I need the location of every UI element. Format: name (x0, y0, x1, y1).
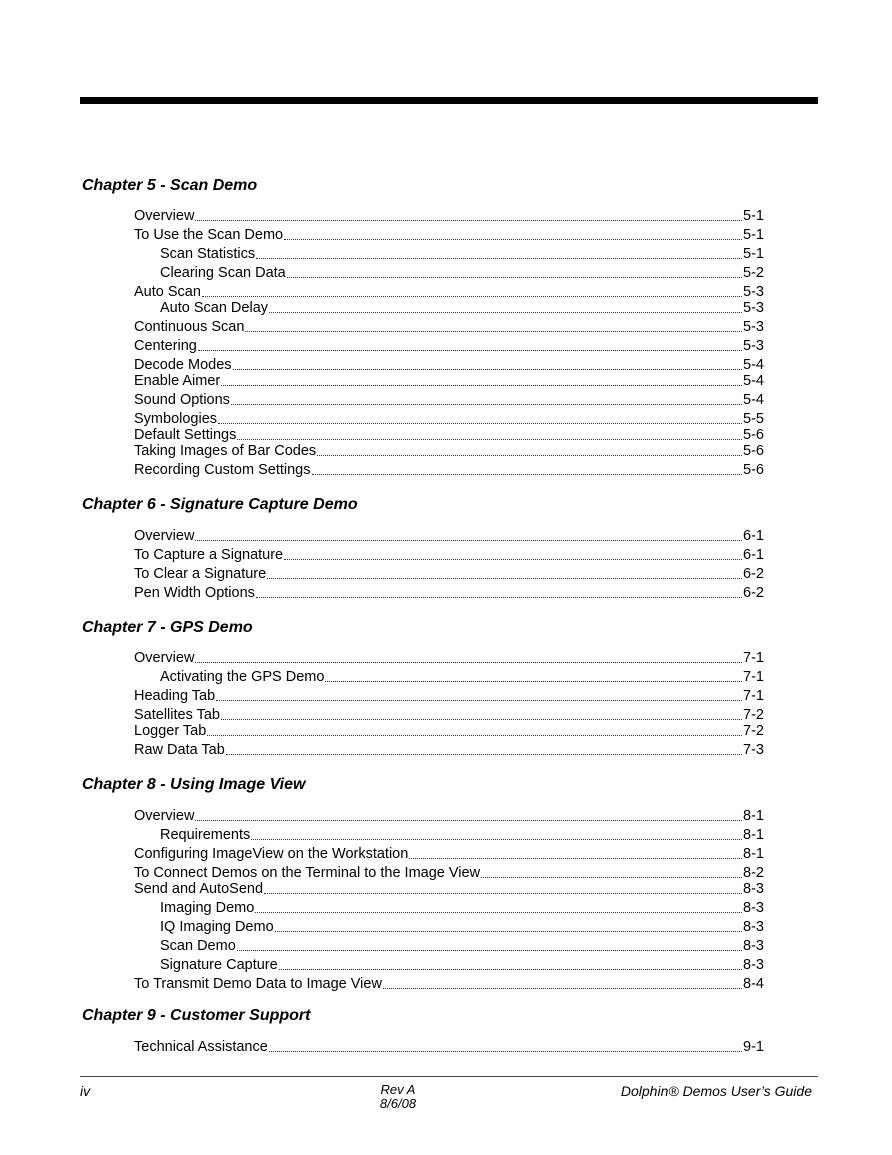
toc-entry-page: 8-3 (743, 938, 764, 954)
leader-dots (251, 822, 742, 840)
leader-dots (195, 523, 742, 541)
toc-entry-page: 8-3 (743, 900, 764, 916)
toc-entry-label: Taking Images of Bar Codes (134, 443, 317, 459)
leader-dots (195, 203, 742, 221)
chapter-title: Chapter 8 - Using Image View (82, 776, 306, 793)
toc-entry-page: 7-1 (743, 669, 764, 685)
leader-dots (325, 664, 742, 682)
toc-entry-page: 5-6 (743, 462, 764, 478)
toc-entry-label: Sound Options (134, 392, 230, 408)
toc-entry-page: 7-1 (743, 650, 764, 666)
leader-dots (195, 645, 742, 663)
footer-page-number: iv (80, 1083, 91, 1099)
toc-entry-label: Decode Modes (134, 357, 232, 373)
toc-entry-page: 5-3 (743, 284, 764, 300)
toc-entry-label: Pen Width Options (134, 585, 255, 601)
toc-entry-page: 8-3 (743, 957, 764, 973)
leader-dots (269, 295, 742, 313)
toc-entry-label: To Use the Scan Demo (134, 227, 284, 243)
toc-entry-page: 8-1 (743, 827, 764, 843)
toc-entry-page: 5-1 (743, 227, 764, 243)
toc-entry-page: 6-1 (743, 547, 764, 563)
leader-dots (279, 952, 742, 970)
toc-entry-page: 5-5 (743, 411, 764, 427)
toc-entry-page: 5-6 (743, 443, 764, 459)
toc-entry-label: Overview (134, 208, 195, 224)
toc-entry-label: To Connect Demos on the Terminal to the Image View (134, 865, 481, 881)
chapter-title: Chapter 7 - GPS Demo (82, 619, 253, 636)
toc-entry-page: 5-3 (743, 319, 764, 335)
toc-entry-label: IQ Imaging Demo (160, 919, 274, 935)
chapter-title: Chapter 5 - Scan Demo (82, 177, 258, 194)
footer-date: 8/6/08 (379, 1096, 417, 1111)
leader-dots (317, 438, 742, 456)
toc-entry[interactable] (134, 461, 764, 479)
toc-entry-page: 6-1 (743, 528, 764, 544)
toc-entry-label: Send and AutoSend (134, 881, 264, 897)
toc-entry-page: 9-1 (743, 1039, 764, 1055)
toc-entry-page: 8-1 (743, 808, 764, 824)
toc-entry-label: Overview (134, 808, 195, 824)
chapter-title: Chapter 9 - Customer Support (82, 1007, 311, 1024)
toc-entry-page: 5-1 (743, 246, 764, 262)
toc-entry-page: 5-1 (743, 208, 764, 224)
footer-rule (80, 1076, 818, 1077)
leader-dots (264, 876, 742, 894)
toc-entry-label: Clearing Scan Data (160, 265, 286, 281)
toc-entry[interactable] (134, 1038, 764, 1056)
toc-entry-page: 5-3 (743, 300, 764, 316)
toc-entry-label: Raw Data Tab (134, 742, 225, 758)
toc-entry-label: Auto Scan Delay (160, 300, 269, 316)
leader-dots (245, 314, 742, 332)
toc-entry-page: 5-4 (743, 373, 764, 389)
leader-dots (256, 580, 742, 598)
toc-entry-label: Activating the GPS Demo (160, 669, 325, 685)
toc-entry-page: 7-2 (743, 707, 764, 723)
toc-entry-page: 5-4 (743, 392, 764, 408)
toc-entry-page: 8-2 (743, 865, 764, 881)
leader-dots (312, 457, 743, 475)
toc-entry-label: Scan Statistics (160, 246, 256, 262)
toc-entry-page: 5-6 (743, 427, 764, 443)
toc-entry-page: 5-3 (743, 338, 764, 354)
footer-revision: Rev A (380, 1082, 416, 1097)
toc-entry-label: Centering (134, 338, 197, 354)
leader-dots (207, 718, 742, 736)
leader-dots (383, 971, 742, 989)
footer-guide-title: Dolphin® Demos User’s Guide (620, 1083, 812, 1099)
toc-entry-label: Signature Capture (160, 957, 278, 973)
leader-dots (275, 914, 742, 932)
toc-entry-label: To Capture a Signature (134, 547, 284, 563)
toc-entry-page: 6-2 (743, 566, 764, 582)
toc-entry-label: Symbologies (134, 411, 218, 427)
toc-entry-label: Satellites Tab (134, 707, 220, 723)
leader-dots (269, 1034, 742, 1052)
toc-entry-label: Auto Scan (134, 284, 201, 300)
leader-dots (231, 387, 742, 405)
toc-entry-label: Requirements (160, 827, 251, 843)
leader-dots (195, 803, 742, 821)
footer-revision-block (360, 1083, 436, 1111)
toc-entry-label: Logger Tab (134, 723, 207, 739)
toc-entry-label: Technical Assistance (134, 1039, 268, 1055)
toc-entry[interactable] (134, 975, 764, 993)
toc-entry-label: Configuring ImageView on the Workstation (134, 846, 409, 862)
toc-entry-page: 6-2 (743, 585, 764, 601)
leader-dots (284, 222, 742, 240)
toc-entry-label: Default Settings (134, 427, 237, 443)
toc-entry-label: Heading Tab (134, 688, 216, 704)
toc-entry-label: Scan Demo (160, 938, 236, 954)
toc-entry-page: 5-2 (743, 265, 764, 281)
leader-dots (237, 933, 742, 951)
toc-entry-label: Continuous Scan (134, 319, 245, 335)
chapter-title: Chapter 6 - Signature Capture Demo (82, 496, 358, 513)
leader-dots (287, 260, 742, 278)
toc-entry-page: 5-4 (743, 357, 764, 373)
toc-entry-page: 8-1 (743, 846, 764, 862)
leader-dots (221, 368, 742, 386)
leader-dots (226, 737, 742, 755)
toc-entry[interactable] (134, 741, 764, 759)
toc-entry-page: 8-4 (743, 976, 764, 992)
leader-dots (284, 542, 742, 560)
toc-entry-label: To Clear a Signature (134, 566, 267, 582)
leader-dots (256, 241, 742, 259)
toc-entry[interactable] (134, 584, 764, 602)
toc-entry-page: 8-3 (743, 881, 764, 897)
toc-entry-label: Enable Aimer (134, 373, 221, 389)
toc-entry-page: 8-3 (743, 919, 764, 935)
toc-entry-page: 7-2 (743, 723, 764, 739)
toc-entry-label: Recording Custom Settings (134, 462, 311, 478)
toc-entry-label: Imaging Demo (160, 900, 255, 916)
leader-dots (216, 683, 742, 701)
leader-dots (255, 895, 742, 913)
toc-entry-page: 7-3 (743, 742, 764, 758)
leader-dots (409, 841, 742, 859)
leader-dots (267, 561, 742, 579)
toc-entry-page: 7-1 (743, 688, 764, 704)
header-rule (80, 97, 818, 104)
leader-dots (198, 333, 742, 351)
toc-entry-label: Overview (134, 528, 195, 544)
toc-entry-label: Overview (134, 650, 195, 666)
toc-entry-label: To Transmit Demo Data to Image View (134, 976, 382, 992)
